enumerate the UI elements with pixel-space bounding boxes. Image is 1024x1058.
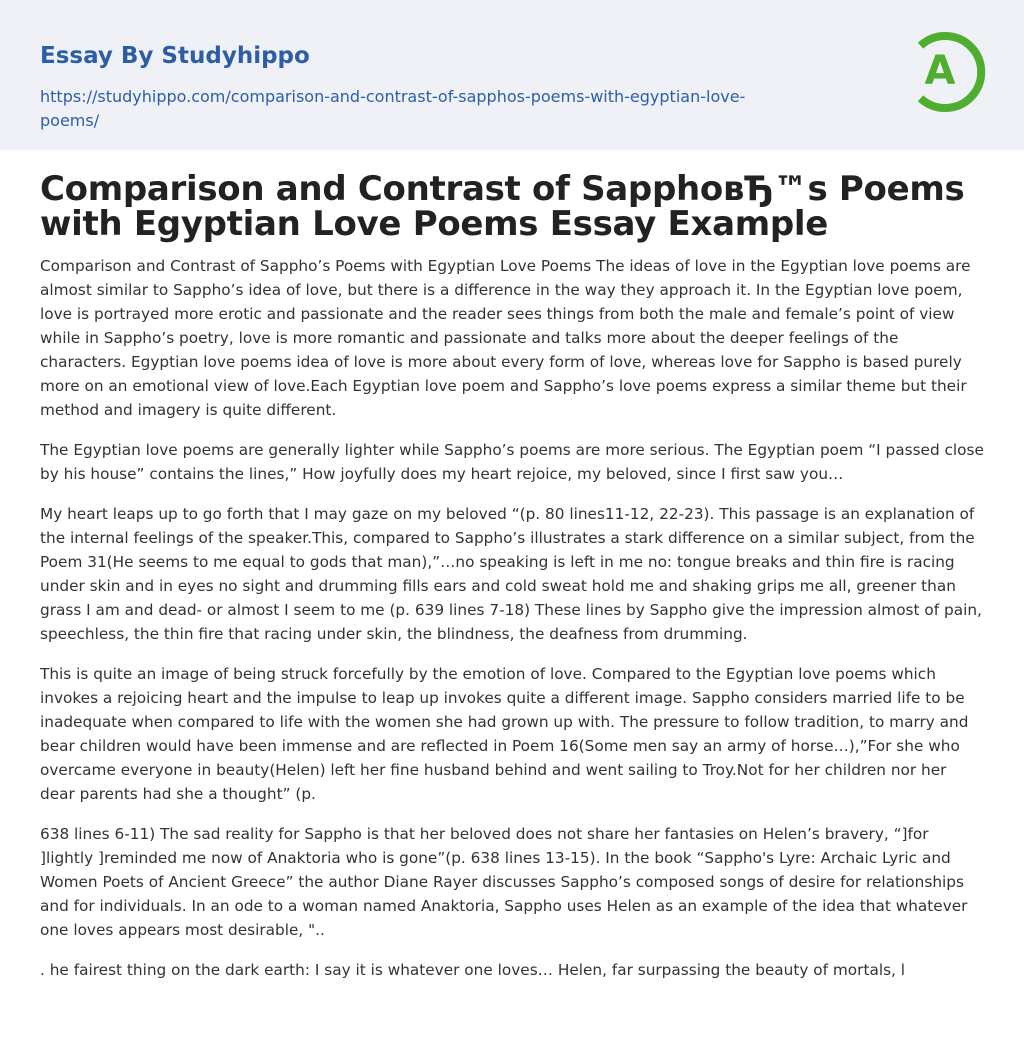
- essay-paragraph: My heart leaps up to go forth that I may gaze on my beloved “(p. 80 lines11-12, 22-23). This passage is an explanation of the internal feelings of the speaker.This, compared to Sappho’s illustrates a stark difference on a similar subject, from the Poem 31(He seems to me equal to gods that man),”…no speaking is left in me no: tongue breaks and thin fire is racing under skin and in eyes no sight and drumming fills ears and cold sweat hold me and shaking grips me all, greener than grass I am and dead- or almost I seem to me (p. 639 lines 7-18) These lines by Sappho give the impression almost of pain, speechless, the thin fire that racing under skin, the blindness, the deafness from drumming.: [40, 505, 982, 643]
- essay-paragraph: This is quite an image of being struck forcefully by the emotion of love. Compared to the Egyptian love poems which invokes a rejoicing heart and the impulse to leap up invokes quite a different image. Sappho considers married life to be inadequate when compared to life with the women she had grown up with. The pressure to follow tradition, to marry and bear children would have been immense and are reflected in Poem 16(Some men say an army of horse…),”For she who overcame everyone in beauty(Helen) left her fine husband behind and went sailing to Troy.Not for her children nor her dear parents had she a thought” (p.: [40, 665, 969, 803]
- essay-paragraph: The Egyptian love poems are generally lighter while Sappho’s poems are more serious. The Egyptian poem “I passed close by his house” contains the lines,” How joyfully does my heart rejoice, my beloved, since I first saw you…: [40, 441, 984, 483]
- essay-paragraph: 638 lines 6-11) The sad reality for Sappho is that her beloved does not share her fantasies on Helen’s bravery, “]for ]lightly ]reminded me now of Anaktoria who is gone”(p. 638 lines 13-15). In the book “Sappho's Lyre: Archaic Lyric and Women Poets of Ancient Greece” the author Diane Rayer discusses Sappho’s composed songs of desire for relationships and for individuals. In an ode to a woman named Anaktoria, Sappho uses Helen as an example of the idea that whatever one loves appears most desirable, "..: [40, 825, 968, 939]
- essay-title: Comparison and Contrast of SapphoвЂ™s Poems with Egyptian Love Poems Essay Example: [40, 169, 965, 244]
- studyhippo-logo-icon[interactable]: [910, 28, 988, 116]
- essay-paragraph: . he fairest thing on the dark earth: I say it is whatever one loves… Helen, far surpassing the beauty of mortals, l: [40, 961, 906, 979]
- site-header: [0, 0, 1024, 150]
- logo-letter: A: [924, 48, 956, 94]
- essay-content: [0, 150, 1024, 982]
- site-title[interactable]: Essay By Studyhippo: [40, 43, 310, 69]
- essay-url-link[interactable]: https://studyhippo.com/comparison-and-contrast-of-sapphos-poems-with-egyptian-love-poems/: [40, 87, 746, 130]
- essay-paragraph: Comparison and Contrast of Sappho’s Poems with Egyptian Love Poems The ideas of love in the Egyptian love poems are almost similar to Sappho’s idea of love, but there is a difference in the way they approach it. In the Egyptian love poem, love is portrayed more erotic and passionate and the reader sees things from both the male and female’s point of view while in Sappho’s poetry, love is more romantic and passionate and talks more about the deeper feelings of the characters. Egyptian love poems idea of love is more about every form of love, whereas love for Sappho is based purely more on an emotional view of love.Each Egyptian love poem and Sappho’s love poems express a similar theme but their method and imagery is quite different.: [40, 257, 971, 419]
